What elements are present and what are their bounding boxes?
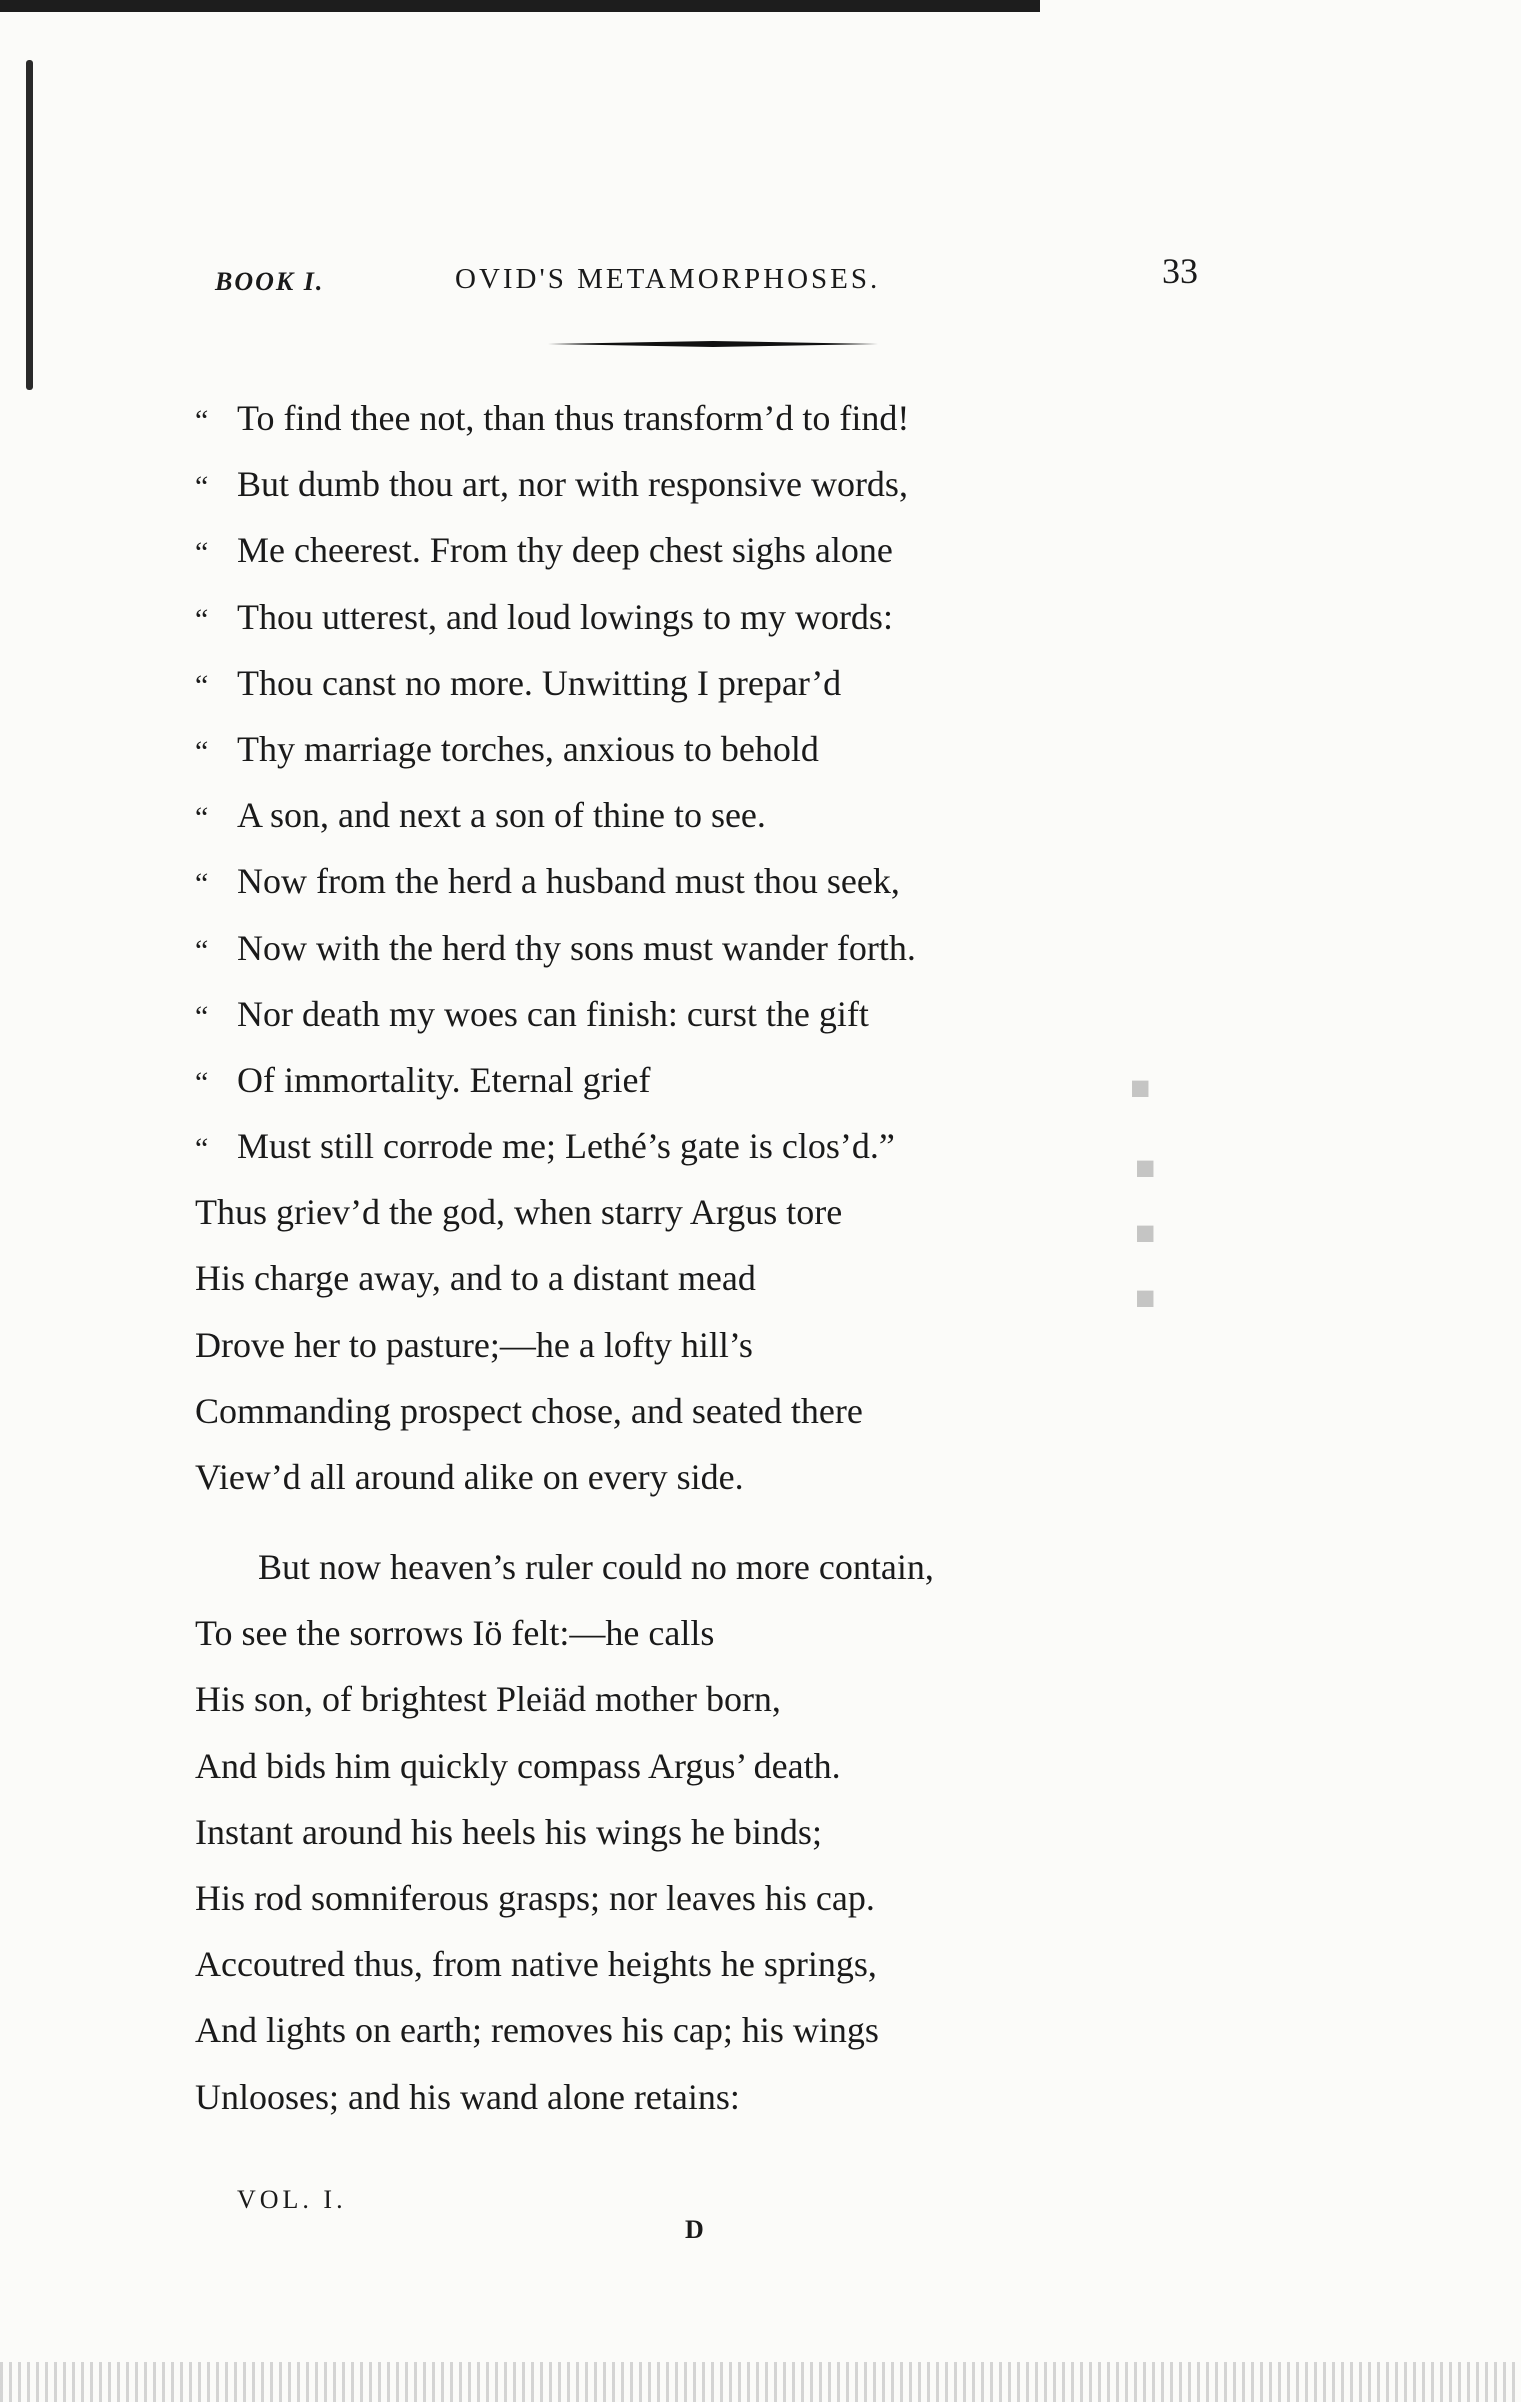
page-binding-shadow (26, 60, 33, 390)
verse-line (195, 915, 1195, 981)
verse-text: His son, of brightest Pleiäd mother born, (195, 1679, 781, 1720)
quote-mark: “ (195, 999, 209, 1033)
book-label: BOOK I. (215, 267, 325, 296)
bleed-through-mark: ■ (1135, 1280, 1156, 1317)
verse-text: To see the sorrows Iö felt:—he calls (195, 1613, 715, 1654)
verse-text: Unlooses; and his wand alone retains: (195, 2076, 740, 2117)
quote-mark: “ (195, 404, 209, 437)
verse-line (195, 1799, 1195, 1865)
bleed-through-mark: ■ (1135, 1215, 1156, 1252)
verse-text: Nor death my woes can finish: curst the gift (237, 993, 869, 1034)
verse-text: View’d all around alike on every side. (195, 1457, 744, 1497)
verse-line (195, 1444, 1195, 1534)
quote-mark: “ (195, 1132, 209, 1166)
running-title: OVID'S METAMORPHOSES. (455, 263, 881, 295)
verse-line (195, 385, 1195, 451)
verse-line (195, 517, 1195, 583)
signature-mark: D (685, 2215, 704, 2244)
verse-line (195, 1113, 1195, 1179)
verse-line (195, 650, 1195, 716)
verse-text: His rod somniferous grasps; nor leaves his cap. (195, 1877, 875, 1918)
quote-mark: “ (195, 1065, 209, 1099)
verse-text: His charge away, and to a distant mead (195, 1258, 756, 1299)
quote-mark: “ (195, 536, 209, 570)
verse-text: A son, and next a son of thine to see. (237, 795, 766, 836)
quote-mark: “ (195, 801, 209, 835)
verse-text: To find thee not, than thus transform’d to find! (237, 398, 910, 438)
verse-text: But dumb thou art, nor with responsive words, (237, 464, 908, 505)
verse-line (195, 1534, 1195, 1600)
verse-line (195, 1047, 1195, 1113)
verse-text: Must still corrode me; Lethé’s gate is clos’d.” (237, 1126, 895, 1167)
bleed-through-mark: ■ (1130, 1070, 1151, 1107)
verse-text: And bids him quickly compass Argus’ death. (195, 1745, 841, 1786)
verse-text: Thou canst no more. Unwitting I prepar’d (237, 662, 842, 703)
verse-text: Accoutred thus, from native heights he springs, (195, 1944, 877, 1985)
verse-line (195, 1865, 1195, 1931)
verse-line (195, 1997, 1195, 2063)
quote-mark: “ (195, 668, 209, 702)
header-rule-ornament (548, 341, 878, 347)
verse-line (195, 1378, 1195, 1444)
verse-line (195, 1312, 1195, 1378)
bleed-through-mark: ■ (1135, 1150, 1156, 1187)
verse-text: And lights on earth; removes his cap; his wings (195, 2010, 879, 2051)
verse-text: Drove her to pasture;—he a lofty hill’s (195, 1324, 753, 1365)
verse-line (195, 1245, 1195, 1311)
page-number: 33 (1162, 251, 1198, 291)
volume-label: VOL. I. (237, 2185, 347, 2214)
verse-line (195, 981, 1195, 1047)
verse-line (195, 1666, 1195, 1732)
verse-line (195, 1931, 1195, 1997)
verse-line (195, 1179, 1195, 1245)
quote-mark: “ (195, 602, 209, 636)
verse-line (195, 1733, 1195, 1799)
poem-text (195, 385, 1195, 2130)
verse-line (195, 451, 1195, 517)
running-header (215, 251, 1235, 305)
verse-line (195, 2064, 1195, 2130)
quote-mark: “ (195, 867, 209, 901)
verse-line (195, 848, 1195, 914)
quote-mark: “ (195, 470, 209, 504)
verse-line (195, 782, 1195, 848)
quote-mark: “ (195, 734, 209, 768)
page-bottom-edge (0, 2362, 1521, 2402)
verse-text: Now from the herd a husband must thou seek, (237, 861, 900, 902)
verse-line (195, 1600, 1195, 1666)
quote-mark: “ (195, 933, 209, 967)
verse-text: Now with the herd thy sons must wander forth. (237, 927, 916, 968)
verse-line (195, 716, 1195, 782)
verse-text: Thou utterest, and loud lowings to my words: (237, 596, 893, 637)
verse-text: Me cheerest. From thy deep chest sighs alone (237, 530, 893, 571)
verse-text: Thus griev’d the god, when starry Argus tore (195, 1192, 843, 1233)
verse-text: Commanding prospect chose, and seated there (195, 1390, 863, 1431)
verse-text: Thy marriage torches, anxious to behold (237, 728, 819, 769)
verse-text: Of immortality. Eternal grief (237, 1059, 651, 1100)
verse-text: Instant around his heels his wings he binds; (195, 1811, 822, 1852)
verse-text: But now heaven’s ruler could no more contain, (258, 1547, 934, 1587)
verse-line (195, 584, 1195, 650)
page-top-shadow (0, 0, 1040, 12)
